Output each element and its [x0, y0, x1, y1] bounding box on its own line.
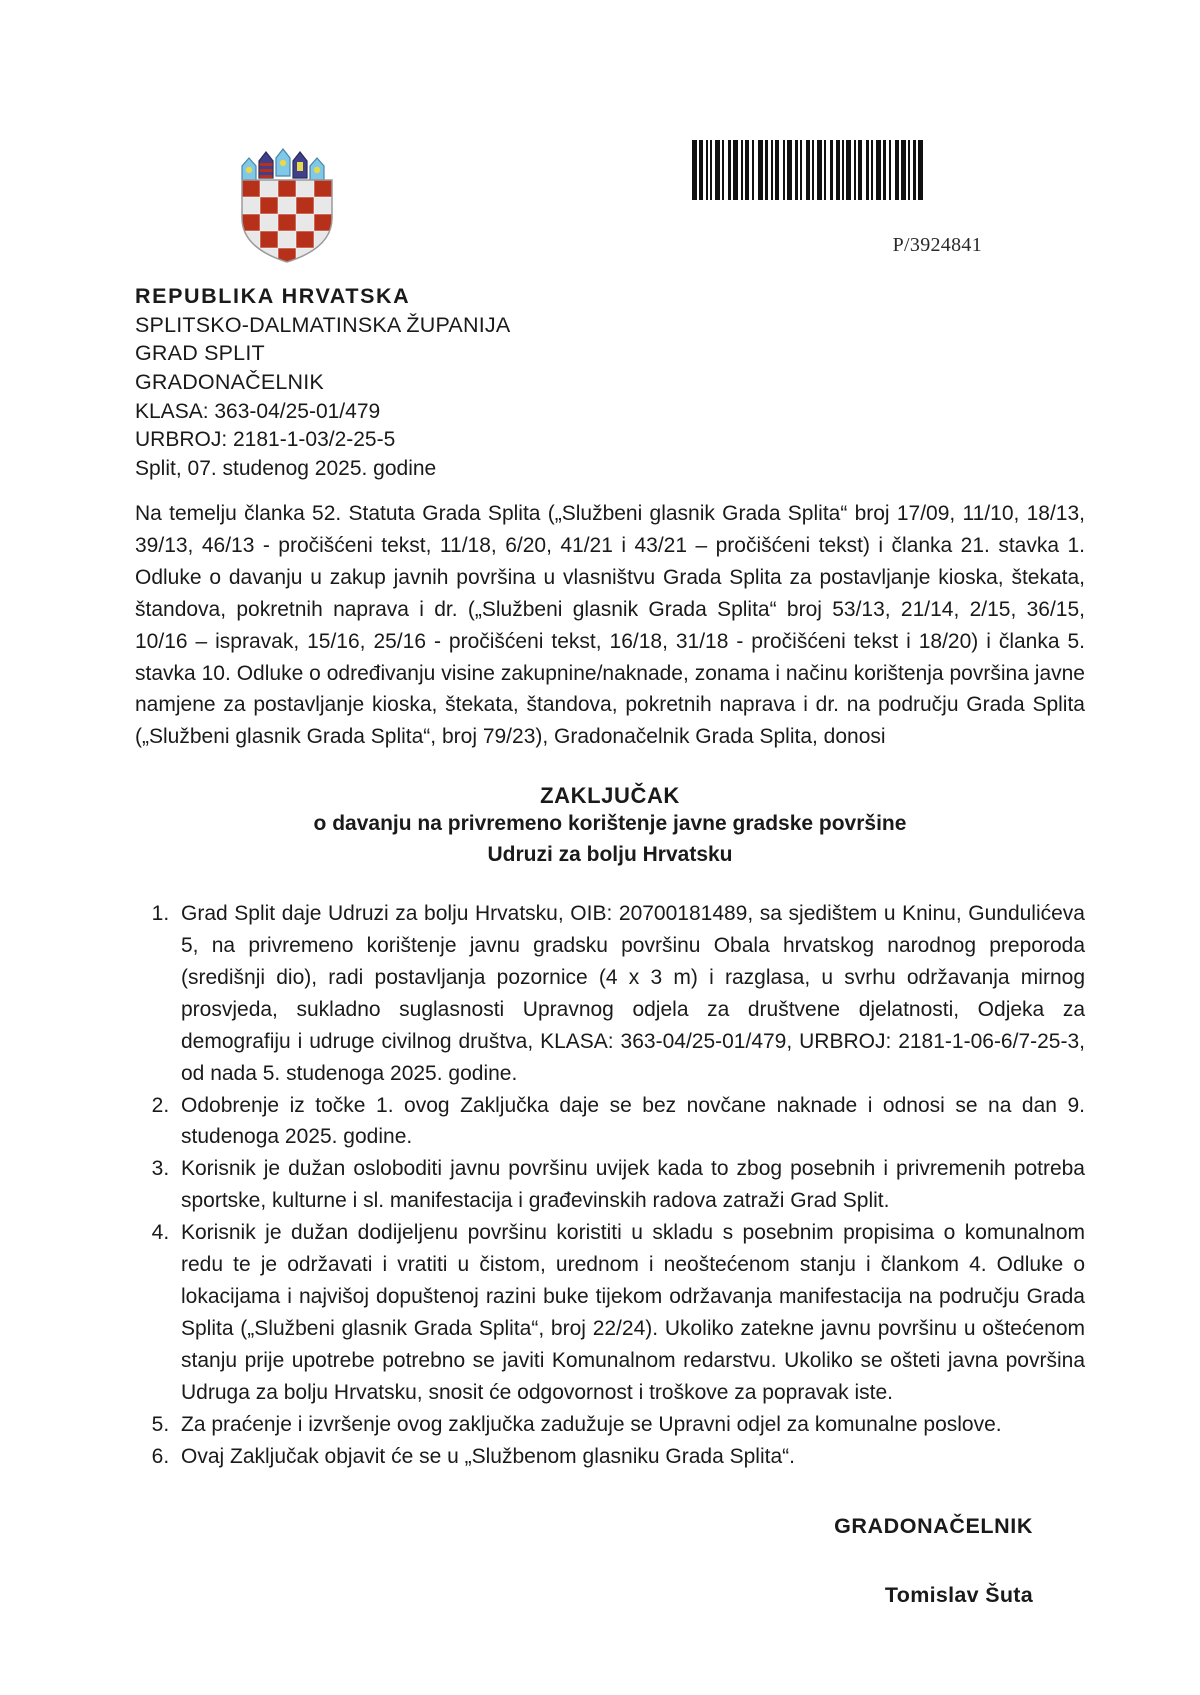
document-header	[0, 0, 1200, 270]
issuer-line-republic: REPUBLIKA HRVATSKA	[135, 284, 411, 308]
page-title: ZAKLJUČAK	[540, 783, 680, 809]
urbroj-reference: URBROJ: 2181-1-03/2-25-5	[135, 428, 396, 452]
numbered-points-list	[135, 898, 1085, 1472]
document-body	[135, 498, 1085, 1608]
preamble-paragraph: Na temelju članka 52. Statuta Grada Splita („Službeni glasnik Grada Splita“ broj 17/09, 11/10, 18/13, 39/13, 46/13 - pročišćeni tekst, 11/18, 6/20, 41/21 i 43/21 – pročišćeni tekst) i članka 21. stavka 1. Odluke o davanju u zakup javnih površina u vlasništvu Grada Splita za postavljanje kioska, štekata, štandova, pokretnih naprava i dr. („Službeni glasnik Grada Splita“ broj 53/13, 21/14, 2/15, 36/15, 10/16 – ispravak, 15/16, 25/16 - pročišćeni tekst, 16/18, 31/18 - pročišćeni tekst i 18/20) i članka 5. stavka 10. Odluke o određivanju visine zakupnine/naknade, zonama i načinu korištenja površina javne namjene za postavljanje kioska, štekata, štandova, pokretnih naprava i dr. na području Grada Splita („Službeni glasnik Grada Splita“, broj 79/23), Gradonačelnik Grada Splita, donosi	[135, 502, 1085, 749]
title-subtitle-line2: Udruzi za bolju Hrvatsku	[487, 842, 733, 866]
title-subtitle-line1: o davanju na privremeno korištenje javne gradske površine	[313, 812, 907, 836]
list-item: 6. Ovaj Zaključak objavit će se u „Službenom glasniku Grada Splita“.	[175, 1441, 1085, 1473]
croatian-coat-of-arms-icon	[228, 136, 346, 264]
reference-block	[135, 398, 436, 483]
signature-name: Tomislav Šuta	[884, 1583, 1033, 1608]
place-and-date: Split, 07. studenog 2025. godine	[135, 456, 437, 480]
list-item: 3. Korisnik je dužan osloboditi javnu površinu uvijek kada to zbog posebnih i privremenih potreba sportske, kulturne i sl. manifestacija i građevinskih radova zatraži Grad Split.	[175, 1153, 1085, 1217]
signature-block	[135, 1514, 1085, 1608]
issuer-line-city: GRAD SPLIT	[135, 341, 265, 366]
list-item: 2. Odobrenje iz točke 1. ovog Zaključka daje se bez novčane naknade i odnosi se na dan 9. studenoga 2025. godine.	[175, 1090, 1085, 1154]
list-item: 5. Za praćenje i izvršenje ovog zaključka zadužuje se Upravni odjel za komunalne poslove.	[175, 1409, 1085, 1441]
klasa-reference: KLASA: 363-04/25-01/479	[135, 400, 381, 423]
signature-title: GRADONAČELNIK	[834, 1514, 1033, 1539]
document-code: P/3924841	[892, 234, 982, 256]
list-item: 4. Korisnik je dužan dodijeljenu površinu koristiti u skladu s posebnim propisima o komunalnom redu te je održavati i vratiti u čistom, urednom i neoštećenom stanju i člankom 4. Odluke o lokacijama i najvišoj dopuštenoj razini buke tijekom održavanja manifestacija na području Grada Splita („Službeni glasnik Grada Splita“, broj 22/24). Ukoliko zatekne javnu površinu u oštećenom stanju prije upotrebe potrebno se javiti Komunalnom redarstvu. Ukoliko se ošteti javna površina Udruga za bolju Hrvatsku, snosit će odgovornost i troškove za popravak iste.	[175, 1217, 1085, 1408]
document-title-block	[135, 783, 1085, 870]
barcode	[692, 140, 982, 200]
list-item: 1. Grad Split daje Udruzi za bolju Hrvatsku, OIB: 20700181489, sa sjedištem u Kninu, Gundulićeva 5, na privremeno korištenje javnu gradsku površinu Obala hrvatskog narodnog preporoda (središnji dio), radi postavljanja pozornice (4 x 3 m) i razglasa, u svrhu održavanja mirnog prosvjeda, sukladno suglasnosti Upravnog odjela za društvene djelatnosti, Odjeka za demografiju i udruge civilnog društva, KLASA: 363-04/25-01/479, URBROJ: 2181-1-06-6/7-25-3, od nada 5. studenoga 2025. godine.	[175, 898, 1085, 1089]
issuer-line-county: SPLITSKO-DALMATINSKA ŽUPANIJA	[135, 312, 511, 337]
issuer-block	[135, 282, 510, 396]
issuer-line-office: GRADONAČELNIK	[135, 369, 324, 394]
